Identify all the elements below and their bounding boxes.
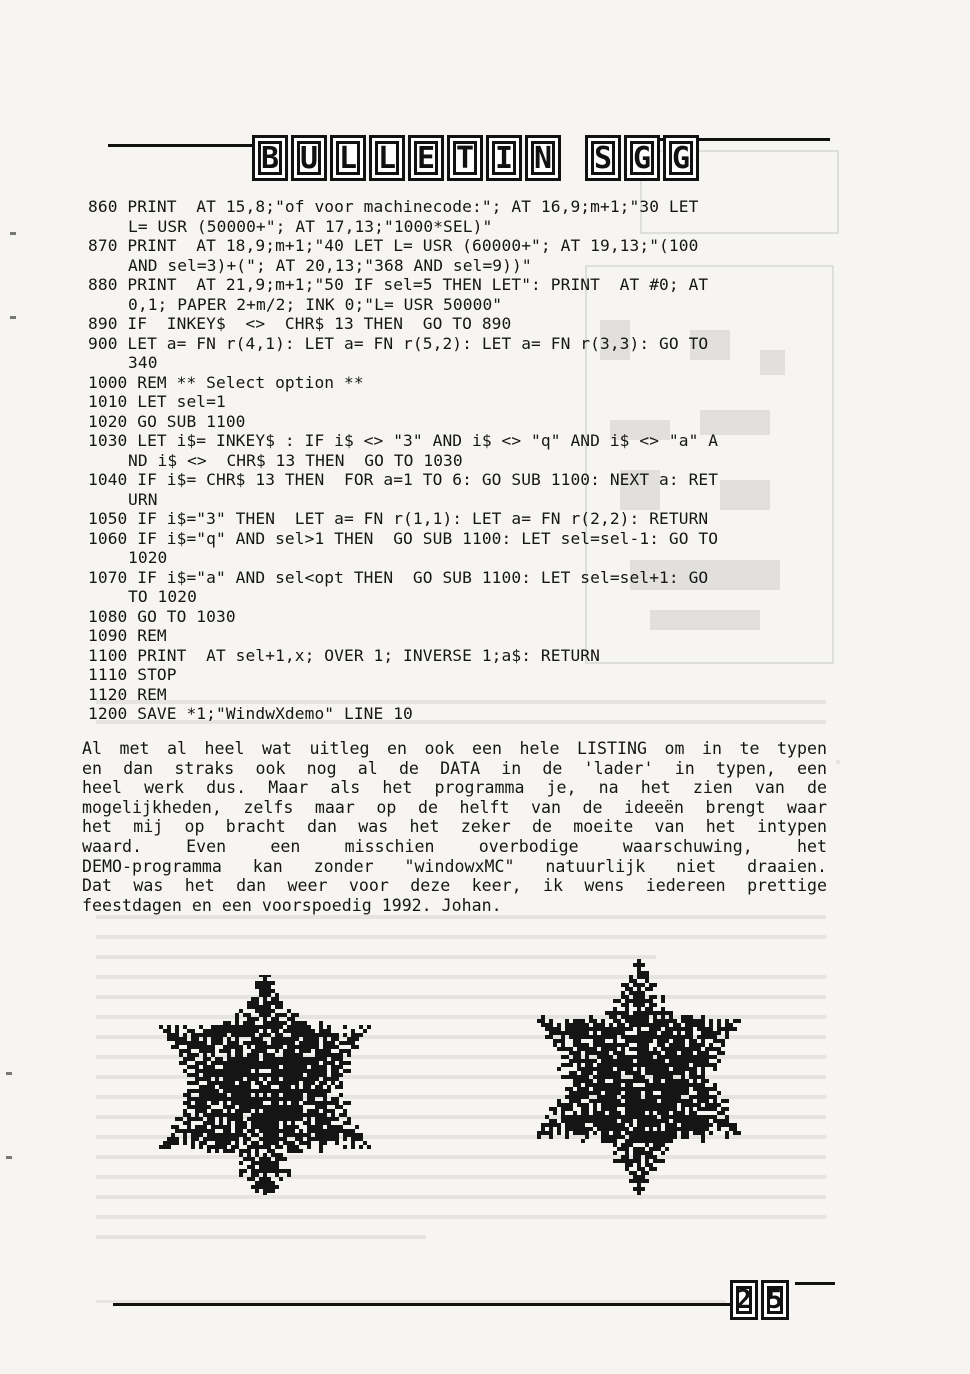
listing-line: 1060 IF i$="q" AND sel>1 THEN GO SUB 1100: LET sel=sel-1: GO TO	[88, 528, 719, 548]
paragraph-line: mogelijkheden, zelfs maar op de helft van de ideeën brengt waar	[82, 797, 827, 817]
title-letter: I	[486, 135, 522, 181]
paragraph-line: DEMO-programma kan zonder "windowxMC" natuurlijk niet draaien.	[82, 856, 827, 876]
title-letter: G	[624, 135, 660, 181]
basic-listing	[88, 197, 838, 724]
snowflake-left-icon	[108, 975, 418, 1195]
listing-line: 1100 PRINT AT sel+1,x; OVER 1; INVERSE 1;a$: RETURN	[88, 645, 600, 665]
paragraph-line: feestdagen en een voorspoedig 1992. Johan.	[82, 895, 502, 915]
closing-paragraph	[82, 739, 827, 915]
listing-line: 900 LET a= FN r(4,1): LET a= FN r(5,2): LET a= FN r(3,3): GO TO	[88, 333, 709, 353]
paragraph-line: waard. Even een misschien overbodige waarschuwing, het	[82, 836, 827, 856]
listing-line: 1020 GO SUB 1100	[88, 411, 246, 431]
listing-line: 1050 IF i$="3" THEN LET a= FN r(1,1): LET a= FN r(2,2): RETURN	[88, 509, 709, 528]
footer-rule-right	[795, 1282, 835, 1285]
page-number-digit: 2	[730, 1280, 758, 1320]
listing-line: URN	[128, 489, 158, 509]
listing-line: TO 1020	[128, 587, 197, 606]
listing-line: 880 PRINT AT 21,9;m+1;"50 IF sel=5 THEN LET": PRINT AT #0; AT	[88, 275, 709, 294]
listing-line: 1030 LET i$= INKEY$ : IF i$ <> "3" AND i$ <> "q" AND i$ <> "a" A	[88, 431, 719, 450]
paragraph-line: en dan straks ook nog al de DATA in de 'lader' in typen, een	[82, 758, 827, 778]
title-letter: T	[447, 135, 483, 181]
title-letter: U	[291, 135, 327, 181]
bulletin-title	[252, 132, 699, 184]
footer-rule-left	[113, 1303, 730, 1306]
title-letter: L	[369, 135, 405, 181]
header-rule-left	[108, 144, 253, 147]
paragraph-line: Dat was het dan weer voor deze keer, ik wens iedereen prettige	[82, 876, 827, 896]
listing-line: 1020	[128, 548, 168, 567]
title-letter: N	[525, 135, 561, 181]
margin-mark	[6, 1072, 12, 1075]
listing-line: 870 PRINT AT 18,9;m+1;"40 LET L= USR (60000+"; AT 19,13;"(100	[88, 236, 699, 255]
title-letter: E	[408, 135, 444, 181]
listing-line: 1070 IF i$="a" AND sel<opt THEN GO SUB 1100: LET sel=sel+1: GO	[88, 567, 709, 587]
listing-line: 890 IF INKEY$ <> CHR$ 13 THEN GO TO 890	[88, 314, 512, 333]
snowflake-right-icon	[492, 955, 782, 1195]
listing-line: 1040 IF i$= CHR$ 13 THEN FOR a=1 TO 6: GO SUB 1100: NEXT a: RET	[88, 470, 719, 489]
listing-line: 1110 STOP	[88, 665, 177, 684]
title-letter: B	[252, 135, 288, 181]
listing-line: ND i$ <> CHR$ 13 THEN GO TO 1030	[128, 450, 463, 470]
listing-line: L= USR (50000+"; AT 17,13;"1000*SEL)"	[128, 216, 493, 236]
paragraph-line: het mij op bracht dan was het zeker de moeite van het intypen	[82, 817, 827, 837]
listing-line: 340	[128, 353, 158, 372]
listing-line: 1200 SAVE *1;"WindwXdemo" LINE 10	[88, 704, 413, 723]
listing-line: 1010 LET sel=1	[88, 392, 226, 411]
title-letter: S	[585, 135, 621, 181]
listing-line: AND sel=3)+("; AT 20,13;"368 AND sel=9))"	[128, 255, 532, 275]
listing-line: 1120 REM	[88, 684, 167, 704]
paragraph-line: heel werk dus. Maar als het programma je, na het zien van de	[82, 778, 827, 798]
listing-line: 0,1; PAPER 2+m/2; INK 0;"L= USR 50000"	[128, 294, 503, 314]
margin-mark	[10, 316, 16, 319]
listing-line: 1000 REM ** Select option **	[88, 372, 364, 392]
title-letter: L	[330, 135, 366, 181]
paragraph-line: Al met al heel wat uitleg en ook een hele LISTING om in te typen	[82, 739, 827, 758]
page-number	[730, 1280, 789, 1320]
title-letter: G	[663, 135, 699, 181]
margin-mark	[6, 1156, 12, 1159]
listing-line: 860 PRINT AT 15,8;"of voor machinecode:"; AT 16,9;m+1;"30 LET	[88, 197, 699, 216]
listing-line: 1080 GO TO 1030	[88, 606, 236, 626]
page-number-digit: 5	[761, 1280, 789, 1320]
margin-mark	[10, 232, 16, 235]
listing-line: 1090 REM	[88, 626, 167, 645]
